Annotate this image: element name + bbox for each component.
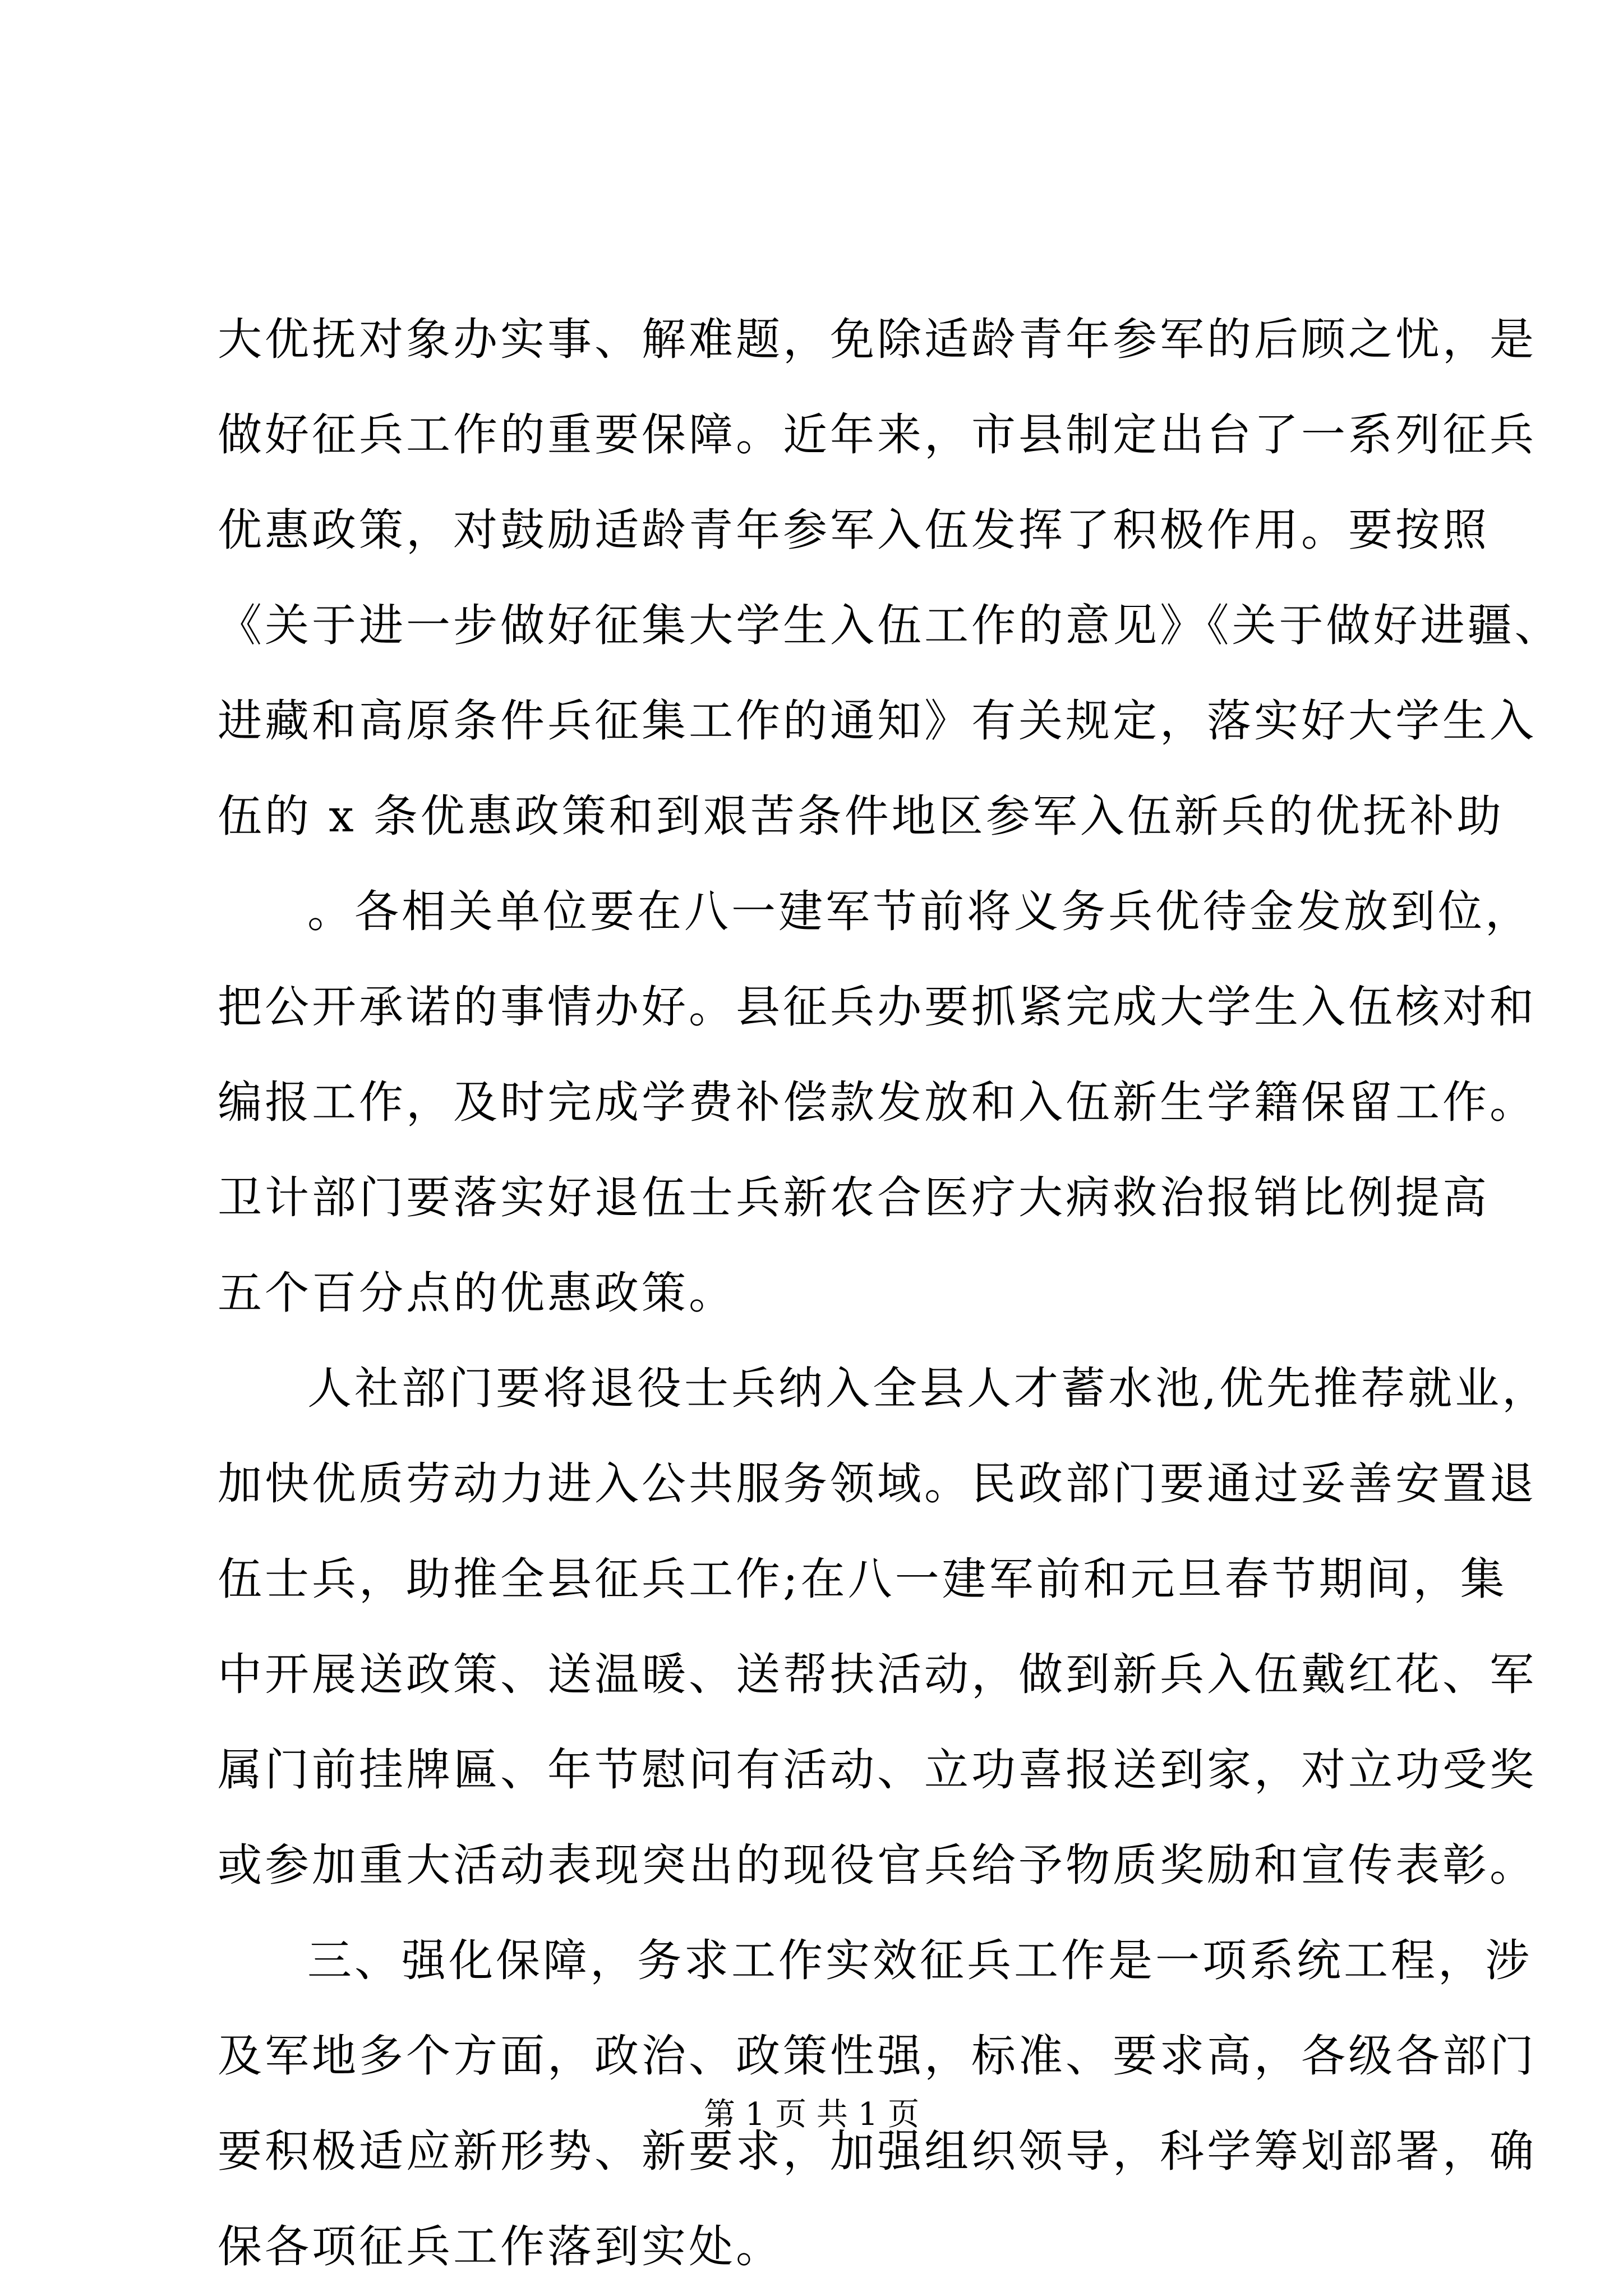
text-line: 大优抚对象办实事、解难题，免除适龄青年参军的后顾之忧，是	[218, 314, 1537, 365]
text-line: 属门前挂牌匾、年节慰问有活动、立功喜报送到家，对立功受奖	[218, 1744, 1537, 1796]
text-line: 要积极适应新形势、新要求，加强组织领导，科学筹划部署，确	[218, 2125, 1537, 2177]
text-line: 卫计部门要落实好退伍士兵新农合医疗大病救治报销比例提高	[218, 1172, 1490, 1223]
text-line: 伍士兵，助推全县征兵工作;在八一建军前和元旦春节期间，集	[218, 1553, 1507, 1605]
text-line: 《关于进一步做好征集大学生入伍工作的意见》《关于做好进疆、	[218, 600, 1562, 651]
text-line: 保各项征兵工作落到实处。	[218, 2221, 783, 2272]
text-line: 或参加重大活动表现突出的现役官兵给予物质奖励和宣传表彰。	[218, 1839, 1537, 1891]
text-line: 做好征兵工作的重要保障。近年来，市县制定出台了一系列征兵	[218, 409, 1537, 461]
text-line: 加快优质劳动力进入公共服务领域。民政部门要通过妥善安置退	[218, 1458, 1537, 1510]
text-line: 进藏和高原条件兵征集工作的通知》有关规定，落实好大学生入	[218, 695, 1537, 747]
page-footer: 第 1 页 共 1 页	[703, 2096, 920, 2133]
text-line: 伍的 x 条优惠政策和到艰苦条件地区参军入伍新兵的优抚补助	[218, 790, 1504, 842]
text-line: 三、强化保障，务求工作实效征兵工作是一项系统工程，涉	[307, 1935, 1532, 1986]
text-line: 优惠政策，对鼓励适龄青年参军入伍发挥了积极作用。要按照	[218, 504, 1490, 556]
text-line: 人社部门要将退役士兵纳入全县人才蓄水池,优先推荐就业，	[307, 1363, 1550, 1414]
text-line: 。各相关单位要在八一建军节前将义务兵优待金发放到位，	[307, 886, 1532, 937]
document-body	[218, 292, 1562, 2294]
text-line: 中开展送政策、送温暖、送帮扶活动，做到新兵入伍戴红花、军	[218, 1649, 1537, 1700]
text-line: 及军地多个方面，政治、政策性强，标准、要求高，各级各部门	[218, 2030, 1537, 2082]
text-line: 五个百分点的优惠政策。	[218, 1267, 736, 1319]
text-line: 把公开承诺的事情办好。县征兵办要抓紧完成大学生入伍核对和	[218, 981, 1537, 1033]
text-line: 编报工作，及时完成学费补偿款发放和入伍新生学籍保留工作。	[218, 1076, 1537, 1128]
